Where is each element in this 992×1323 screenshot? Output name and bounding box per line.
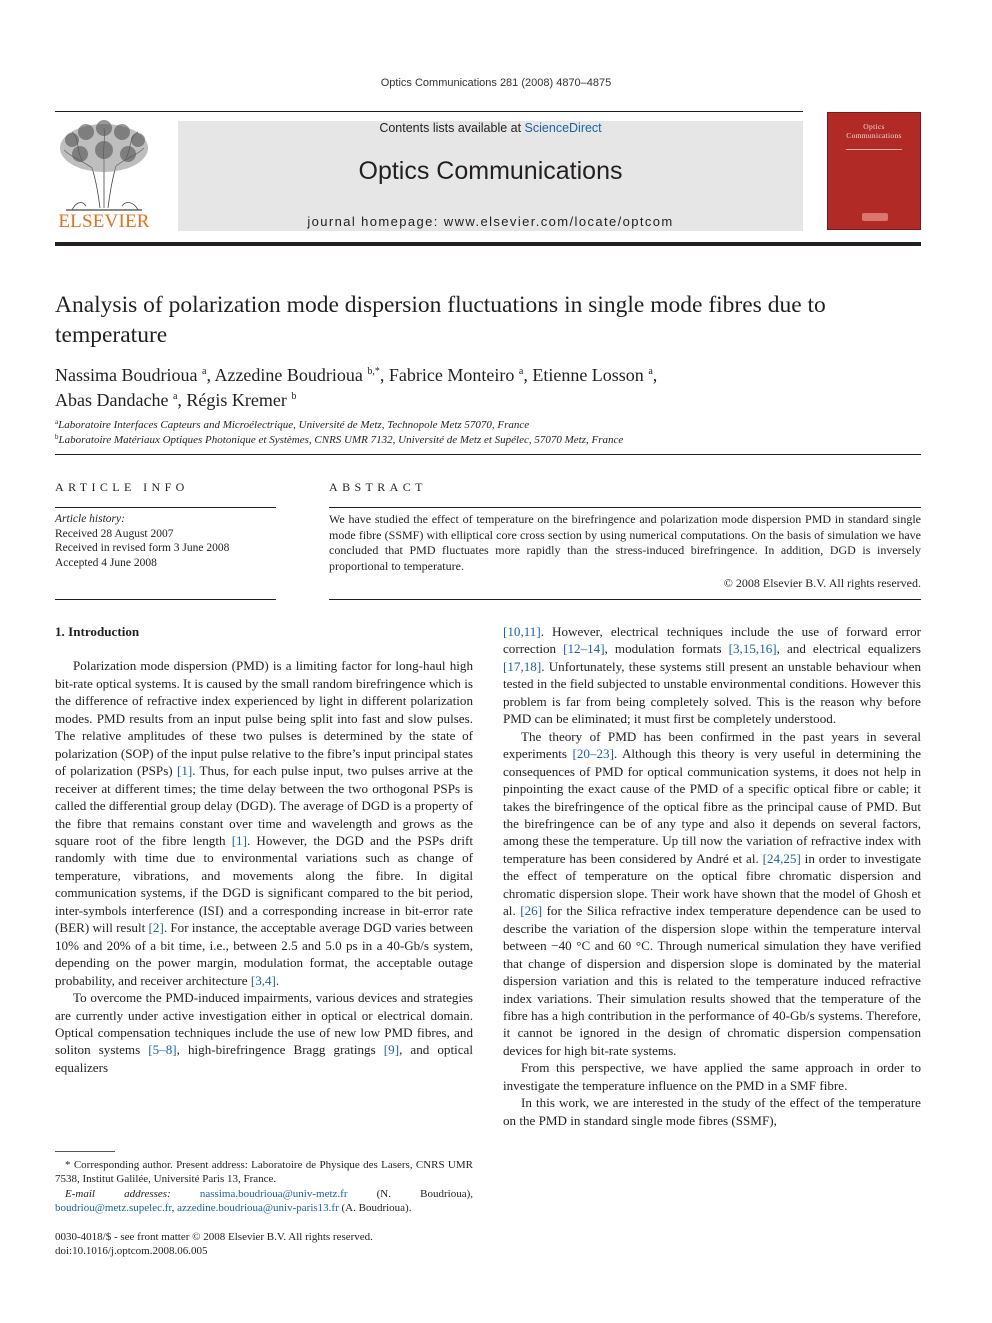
abstract-text: We have studied the effect of temperature on the birefringence and polarization mode dispersion PMD in standard single mode fibre (SSMF) with elliptical core cross section by using numerical computations. On the basis of simulation we have concluded that PMD fluctuates more rapidly than the stress-induced birefringence. In addition, DGD is inversely proportional to temperature. bbox=[329, 512, 921, 573]
reference-link[interactable]: [20–23] bbox=[572, 746, 614, 762]
cover-rule bbox=[846, 149, 902, 150]
email-link[interactable]: azzedine.boudrioua@univ-paris13.fr bbox=[177, 1202, 339, 1215]
author-affil-marker[interactable]: a bbox=[518, 366, 524, 377]
author-name: Etienne Losson bbox=[532, 365, 644, 385]
paragraph: Polarization mode dispersion (PMD) is a limiting factor for long-haul high bit-rate optical systems. It is caused by the small random birefringence which is the difference of refractive index experienced by light in different polarization modes. PMD results from an input pulse being split into fast and slow pulses. The relative amplitudes of these two pulses is determined by the state of polarization (SOP) of the input pulse relative to the fibre’s input principal states of polarization (PSPs) [1]. Thus, for each pulse input, two pulses arrive at the receiver at different times; the time delay between the two orthogonal PSPs is called the differential group delay (DGD). The average of DGD is a property of the fibre that remains constant over time and wavelength and grows as the square root of the fibre length [1]. However, the DGD and the PSPs drift randomly with time due to environmental variations such as change of temperature, vibrations, and movements along the fibre. In digital communication systems, if the DGD is significant compared to the bit period, inter-symbols interference (ISI) and a corresponding increase in bit-error rate (BER) will result [2]. For instance, the acceptable average DGD varies between 10% and 20% of a bit time, i.e., between 2.5 and 5.0 ps in a 40-Gb/s system, depending on the power margin, modulation format, the acceptable outage probability, and receiver architecture [3,4]. bbox=[55, 658, 473, 988]
history-received: Received 28 August 2007 bbox=[55, 527, 174, 540]
journal-name: Optics Communications bbox=[358, 157, 623, 185]
front-matter-note bbox=[55, 1230, 475, 1258]
reference-link[interactable]: [1] bbox=[231, 832, 247, 848]
email-link[interactable]: boudriou@metz.supelec.fr bbox=[55, 1202, 172, 1215]
reference-link[interactable]: [12–14] bbox=[563, 641, 605, 657]
paragraph: To overcome the PMD-induced impairments, various devices and strategies are currently under active investigation either in optical or electrical domain. Optical compensation techniques include the use of new low PMD fibres, and soliton systems [5–8], high-birefringence Bragg gratings [9], and optical equalizers bbox=[55, 990, 474, 1075]
author-list: Nassima Boudrioua $^a$, Azzedine Boudrioua $^{b,*}$, Fabrice Monteiro $^a$, Etienne Losson $^a$, Abas Dandache $^a$, Régis Kremer $^b$ bbox=[55, 365, 658, 410]
paragraph: From this perspective, we have applied the same approach in order to investigate the temperature influence on the PMD in a SMF fibre. bbox=[503, 1060, 921, 1093]
author-name: Azzedine Boudrioua bbox=[214, 365, 363, 385]
article-info-heading: ARTICLE INFO bbox=[55, 480, 189, 494]
email-link[interactable]: nassima.boudrioua@univ-metz.fr bbox=[199, 1187, 348, 1200]
header-rule bbox=[55, 111, 803, 112]
reference-link[interactable]: [24,25] bbox=[762, 850, 801, 866]
header-thick-rule bbox=[55, 242, 921, 246]
email-note: E-mail addresses: nassima.boudrioua@univ-metz.fr (N. Boudrioua), boudriou@metz.supelec.fr, azzedine.boudrioua@univ-paris13.fr (A. Boudrioua). bbox=[55, 1187, 473, 1215]
author-name: Abas Dandache bbox=[55, 390, 169, 410]
doi-line[interactable]: doi:10.1016/j.optcom.2008.06.005 bbox=[55, 1245, 208, 1257]
reference-link[interactable]: [5–8] bbox=[148, 1042, 177, 1058]
history-accepted: Accepted 4 June 2008 bbox=[55, 556, 157, 569]
author-name: Fabrice Monteiro bbox=[388, 365, 515, 385]
section-heading: 1. Introduction bbox=[55, 624, 140, 639]
abstract-rule bbox=[329, 507, 921, 508]
cover-publisher-mark-icon bbox=[862, 213, 888, 221]
paragraph: The theory of PMD has been confirmed in the past years in several experiments [20–23]. Although this theory is very useful in determining the consequences of PMD for optical communication systems, it does not help in pinpointing the exact cause of the PMD of a specific optical fibre or cable; it takes the birefringence of the optical fibre as the principal cause of PMD. But the birefringence can be of any type and also it depends on several factors, among these the temperature. Up till now the variation of refractive index with temperature has been considered by André et al. [24,25] in order to investigate the effect of temperature on the optical fibre chromatic dispersion and chromatic dispersion slope. Their work have shown that the model of Ghosh et al. [26] for the Silica refractive index temperature dependence can be used to describe the variation of the dispersion slope within the temperature interval between −40 °C and 60 °C. Through numerical simulation they have verified that change of dispersion and dispersion slope is dominated by the material dispersion variation and this is related to the temperature induced refractive index variations. Their simulation results showed that the temperature of the fibre has a high contribution in the performance of 40-Gb/s systems. Therefore, it cannot be ignored in the design of chromatic dispersion compensation devices for high bit-rate systems. bbox=[503, 728, 922, 1058]
reference-link[interactable]: [10,11] bbox=[503, 624, 541, 639]
author-name: Régis Kremer bbox=[186, 390, 287, 410]
article-history bbox=[55, 512, 275, 570]
affiliation-rule bbox=[55, 454, 921, 455]
corresponding-author-note: * Corresponding author. Present address: Laboratoire de Physique des Lasers, CNRS UMR 7538, Institut Galilée, Université Paris 13, France. bbox=[55, 1159, 473, 1186]
journal-citation: Optics Communications 281 (2008) 4870–4875 bbox=[380, 77, 612, 89]
history-revised: Received in revised form 3 June 2008 bbox=[55, 542, 230, 554]
footnote-rule bbox=[55, 1151, 115, 1152]
history-label: Article history: bbox=[55, 513, 125, 525]
footnote bbox=[55, 1158, 473, 1216]
elsevier-wordmark: ELSEVIER bbox=[58, 211, 150, 232]
reference-link[interactable]: [9] bbox=[383, 1042, 400, 1058]
abstract-copyright: © 2008 Elsevier B.V. All rights reserved. bbox=[723, 576, 921, 590]
article-info-rule bbox=[55, 507, 276, 508]
paragraph-continued: [10,11]. However, electrical techniques include the use of forward error correction [12–14], modulation formats [3,15,16], and electrical equalizers [17,18]. Unfortunately, these systems still present an unstable behaviour when tested in the field subjected to unstable environmental conditions. However this problem is far from being completely solved. This is the reason why before PMD can be eliminated; it must first be completely understood. bbox=[503, 624, 921, 727]
reference-link[interactable]: [1] bbox=[176, 763, 193, 779]
body-column-right bbox=[503, 623, 921, 1129]
reference-link[interactable]: [26] bbox=[520, 903, 543, 919]
contents-line bbox=[178, 121, 803, 135]
abstract-bottom-rule bbox=[329, 599, 921, 600]
issn-line: 0030-4018/$ - see front matter © 2008 Elsevier B.V. All rights reserved. bbox=[55, 1231, 373, 1243]
reference-link[interactable]: [2] bbox=[148, 920, 164, 936]
affiliation-b: $^b$Laboratoire Matériaux Optiques Photonique et Systèmes, CNRS UMR 7132, Université de Metz et Supélec, 57070 Metz, France bbox=[55, 433, 624, 446]
author-affil-marker[interactable]: a bbox=[648, 366, 653, 377]
reference-link[interactable]: [3,15,16] bbox=[728, 641, 777, 657]
article-title: Analysis of polarization mode dispersion fluctuations in single mode fibres due to temperature bbox=[55, 292, 826, 348]
sciencedirect-link[interactable]: ScienceDirect bbox=[524, 121, 602, 135]
author-affil-marker[interactable]: b,* bbox=[367, 366, 380, 377]
cover-title: Optics Communications bbox=[846, 122, 902, 140]
paragraph: In this work, we are interested in the study of the effect of the temperature on the PMD in standard single mode fibres (SSMF), bbox=[503, 1095, 921, 1128]
article-info-bottom-rule bbox=[55, 599, 276, 600]
affiliation-a: $^a$Laboratoire Interfaces Capteurs and Microélectrique, Université de Metz, Technopole Metz 57070, France bbox=[55, 418, 530, 431]
author-affil-marker[interactable]: a bbox=[172, 391, 178, 402]
journal-cover-thumbnail bbox=[827, 112, 921, 230]
author-affil-marker[interactable]: a bbox=[201, 366, 207, 377]
body-column-left bbox=[55, 623, 473, 1076]
author-affil-marker[interactable]: b bbox=[291, 391, 297, 402]
journal-homepage[interactable]: journal homepage: www.elsevier.com/locate/optcom bbox=[307, 214, 674, 229]
contents-prefix: Contents lists available at bbox=[379, 121, 525, 135]
reference-link[interactable]: [3,4] bbox=[250, 972, 276, 988]
journal-banner bbox=[178, 121, 803, 231]
author-name: Nassima Boudrioua bbox=[55, 365, 198, 385]
reference-link[interactable]: [17,18] bbox=[503, 658, 542, 674]
abstract-heading: ABSTRACT bbox=[329, 480, 427, 494]
